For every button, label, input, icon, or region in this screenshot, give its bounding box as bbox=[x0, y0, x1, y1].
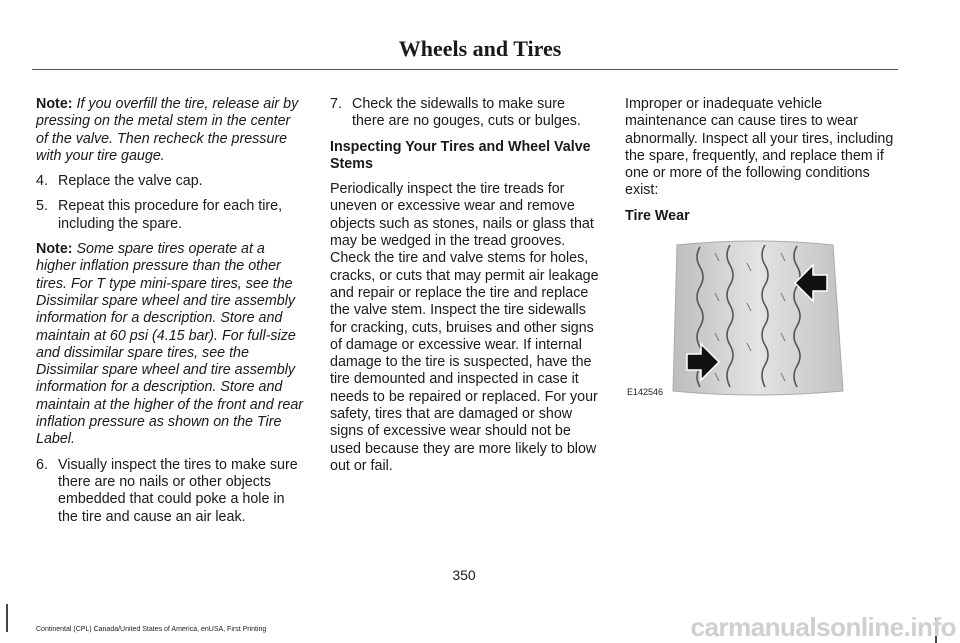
page-header-title: Wheels and Tires bbox=[398, 36, 562, 61]
note-label: Note: bbox=[36, 241, 73, 258]
step-text: Visually inspect the tires to make sure there are no nails or other objects embedded that could poke a hole in the tire and cause an air leak. bbox=[58, 456, 298, 525]
note-text: Some spare tires operate at a higher inflation pressure than the other tires. For T type mini-spare tires, see the Dissimilar spare wheel and tire assembly information for a description. Store and maintain at 60 psi (4.15 bar). For full-size and dissimilar spare tires, see the Dissimilar spare wheel and tire assembly information for a description. Store and maintain at the higher of the front and rear inflation pressure as shown on the Tire Label. bbox=[36, 241, 304, 448]
step-5 bbox=[36, 198, 304, 233]
figure-code: E142546 bbox=[627, 386, 664, 397]
step-number: 6. bbox=[36, 456, 48, 473]
section-heading-inspecting: Inspecting Your Tires and Wheel Valve Stems bbox=[330, 138, 591, 172]
footer-edition: Continental (CPL) Canada/United States of America, enUSA, First Printing bbox=[36, 626, 267, 633]
maintenance-paragraph: Improper or inadequate vehicle maintenance can cause tires to wear abnormally. Inspect all your tires, including the spare, frequently, and replace them if one or more of the following conditions exist: bbox=[625, 96, 894, 199]
note-spare-tires bbox=[36, 241, 304, 449]
step-4 bbox=[36, 173, 304, 190]
column-middle bbox=[330, 96, 600, 483]
crop-mark-left bbox=[6, 604, 8, 632]
note-overfill bbox=[36, 96, 304, 165]
step-7 bbox=[330, 96, 600, 131]
step-text: Repeat this procedure for each tire, including the spare. bbox=[58, 198, 283, 232]
note-text: If you overfill the tire, release air by pressing on the metal stem in the center of the valve. Then recheck the pressure with your tire gauge. bbox=[36, 96, 299, 164]
watermark: carmanualsonline.info bbox=[690, 612, 956, 642]
note-label: Note: bbox=[36, 96, 73, 112]
tire-tread-image bbox=[625, 233, 845, 403]
header-divider bbox=[32, 69, 898, 70]
step-text: Replace the valve cap. bbox=[58, 173, 203, 190]
step-number: 7. bbox=[330, 96, 342, 112]
column-left bbox=[36, 96, 304, 534]
tire-wear-illustration bbox=[625, 233, 845, 403]
step-number: 4. bbox=[36, 173, 48, 190]
section-heading-tire-wear: Tire Wear bbox=[625, 207, 690, 224]
inspection-paragraph: Periodically inspect the tire treads for uneven or excessive wear and remove objects such as stones, nails or glass that may be wedged in the tread grooves. Check the tire and valve stems for holes, cracks, or cuts that may permit air leakage and repair or replace the tire and replace the valve stem. Inspect the tire sidewalls for cracking, cuts, bruises and other signs of damage or excessive wear. If internal damage to the tire is suspected, have the tire demounted and inspected in case it needs to be repaired or replaced. For your safety, tires that are damaged or show signs of excessive wear should not be used because they are more likely to blow out or fail. bbox=[330, 181, 599, 474]
step-6 bbox=[36, 457, 304, 526]
column-right bbox=[625, 96, 895, 403]
page-number: 350 bbox=[452, 567, 476, 583]
step-text: Check the sidewalls to make sure there are no gouges, cuts or bulges. bbox=[352, 96, 581, 130]
step-number: 5. bbox=[36, 198, 48, 215]
